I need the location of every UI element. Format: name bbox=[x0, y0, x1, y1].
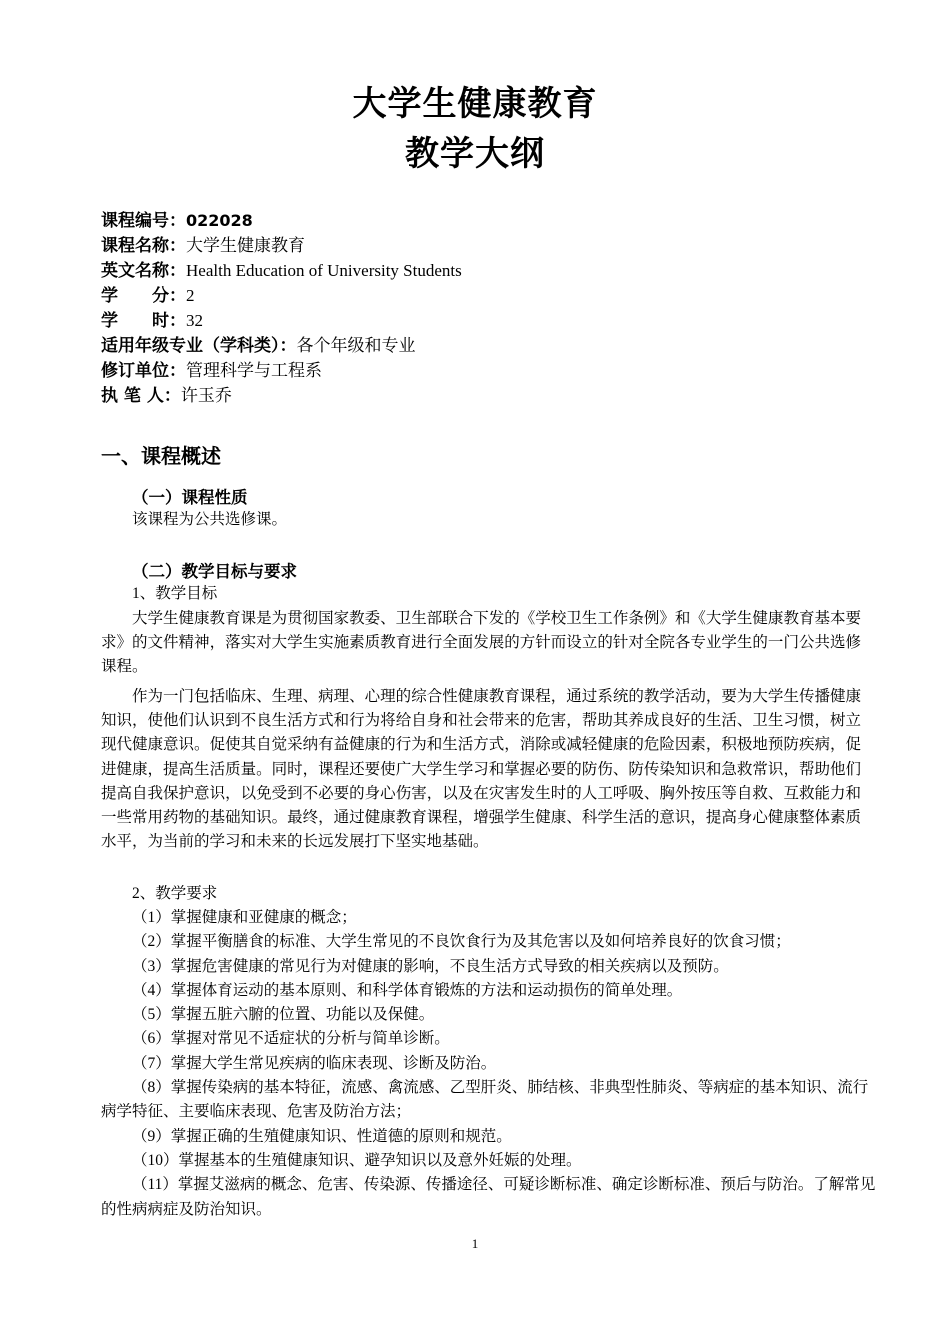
goal-label: 1、教学目标 bbox=[132, 585, 218, 602]
course-nature-text: 该课程为公共选修课。 bbox=[132, 511, 288, 528]
course-name-label: 课程名称： bbox=[101, 236, 186, 256]
list-item: （9）掌握正确的生殖健康知识、性道德的原则和规范。 bbox=[132, 1127, 512, 1145]
author-value: 许玉乔 bbox=[180, 386, 232, 405]
hours-label: 学 时： bbox=[101, 311, 186, 331]
document-subtitle: 教学大纲 bbox=[405, 134, 545, 174]
applicable-value: 各个年级和专业 bbox=[296, 336, 416, 355]
credit-row bbox=[101, 283, 462, 308]
course-info bbox=[101, 208, 462, 408]
english-name-label: 英文名称： bbox=[101, 261, 186, 281]
document-title: 大学生健康教育 bbox=[352, 84, 598, 124]
subsection-heading-goals: （二）教学目标与要求 bbox=[132, 562, 297, 581]
list-item: （11）掌握艾滋病的概念、危害、传染源、传播途径、可疑诊断标准、确定诊断标准、预后与防治。了解常见的性病病症及防治知识。 bbox=[101, 1176, 876, 1218]
list-item: （8）掌握传染病的基本特征，流感、禽流感、乙型肝炎、肺结核、非典型性肺炎、等病症的基本知识、流行病学特征、主要临床表现、危害及防治方法； bbox=[101, 1079, 869, 1121]
course-no-label: 课程编号： bbox=[101, 211, 186, 231]
page-number: 1 bbox=[471, 1236, 479, 1251]
requirements-label: 2、教学要求 bbox=[132, 885, 218, 902]
course-name-row bbox=[101, 233, 462, 258]
hours-row bbox=[101, 308, 462, 333]
dept-label: 修订单位： bbox=[101, 361, 186, 381]
goal-paragraph-2: 作为一门包括临床、生理、病理、心理的综合性健康教育课程，通过系统的教学活动，要为大学生传播健康知识，使他们认识到不良生活方式和行为将给自身和社会带来的危害，帮助其养成良好的生活、卫生习惯，树立现代健康意识。促使其自觉采纳有益健康的行为和生活方式，消除或减轻健康的危险因素，积极地预防疾病，促进健康，提高生活质量。同时，课程还要使广大学生学习和掌握必要的防伤、防传染知识和急救常识，帮助他们提高自我保护意识，以免受到不必要的身心伤害，以及在灾害发生时的人工呼吸、胸外按压等自救、互救能力和一些常用药物的基础知识。最终，通过健康教育课程，增强学生健康、科学生活的意识，提高身心健康整体素质水平，为当前的学习和未来的长远发展打下坚实地基础。 bbox=[101, 688, 861, 851]
author-row bbox=[101, 383, 462, 408]
credit-value: 2 bbox=[186, 286, 195, 305]
list-item: （4）掌握体育运动的基本原则、和科学体育锻炼的方法和运动损伤的简单处理。 bbox=[132, 981, 683, 999]
applicable-label: 适用年级专业（学科类）： bbox=[101, 336, 297, 356]
author-label: 执 笔 人： bbox=[101, 386, 181, 406]
section-heading: 一、课程概述 bbox=[101, 444, 221, 468]
list-item: （1）掌握健康和亚健康的概念； bbox=[132, 909, 357, 926]
hours-value: 32 bbox=[186, 311, 203, 330]
list-item: （3）掌握危害健康的常见行为对健康的影响，不良生活方式导致的相关疾病以及预防。 bbox=[132, 957, 729, 975]
list-item: （10）掌握基本的生殖健康知识、避孕知识以及意外妊娠的处理。 bbox=[132, 1151, 582, 1169]
course-no-value: 022028 bbox=[186, 211, 253, 230]
english-name-value: Health Education of University Students bbox=[186, 261, 462, 280]
course-name-value: 大学生健康教育 bbox=[186, 236, 305, 255]
applicable-row bbox=[101, 333, 462, 358]
dept-value: 管理科学与工程系 bbox=[186, 361, 322, 380]
subsection-heading-nature: （一）课程性质 bbox=[132, 488, 248, 507]
list-item: （7）掌握大学生常见疾病的临床表现、诊断及防治。 bbox=[132, 1054, 497, 1072]
requirements-list bbox=[101, 906, 876, 1222]
credit-label: 学 分： bbox=[101, 286, 186, 306]
english-name-row bbox=[101, 258, 462, 283]
goal-paragraph-1: 大学生健康教育课是为贯彻国家教委、卫生部联合下发的《学校卫生工作条例》和《大学生健康教育基本要求》的文件精神，落实对大学生实施素质教育进行全面发展的方针而设立的针对全院各专业学生的一门公共选修课程。 bbox=[101, 610, 861, 676]
list-item: （2）掌握平衡膳食的标准、大学生常见的不良饮食行为及其危害以及如何培养良好的饮食习惯； bbox=[132, 933, 791, 951]
dept-row bbox=[101, 358, 462, 383]
course-no-row bbox=[101, 208, 462, 233]
list-item: （6）掌握对常见不适症状的分析与简单诊断。 bbox=[132, 1030, 450, 1048]
list-item: （5）掌握五脏六腑的位置、功能以及保健。 bbox=[132, 1006, 435, 1024]
